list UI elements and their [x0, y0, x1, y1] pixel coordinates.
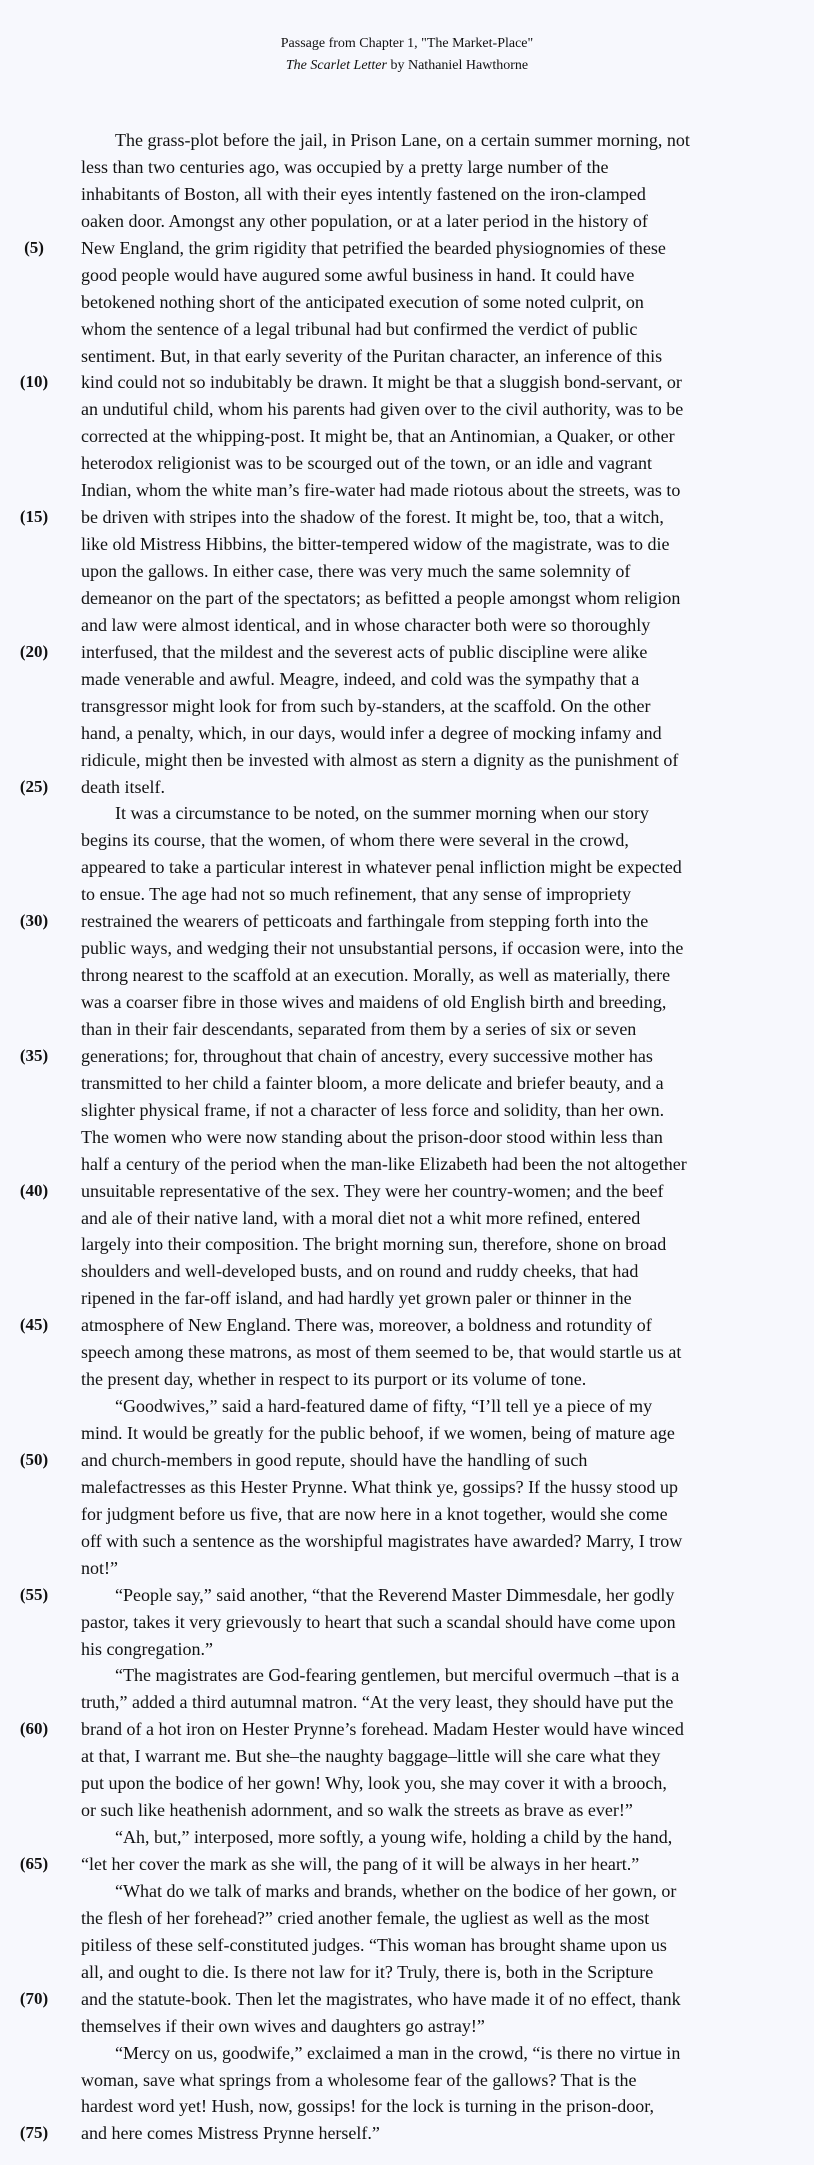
passage-line	[0, 881, 814, 908]
passage-line	[0, 693, 814, 720]
passage-line	[0, 1609, 814, 1636]
passage-line	[0, 2067, 814, 2094]
line-number: (45)	[19, 1315, 49, 1335]
line-text: ridicule, might then be invested with almost as stern a dignity as the punishment of	[81, 749, 679, 770]
line-text: mind. It would be greatly for the public behoof, if we women, being of mature age	[81, 1423, 675, 1443]
passage-line	[0, 343, 814, 370]
passage-line	[0, 1824, 814, 1851]
passage-line	[0, 127, 814, 154]
line-text: to ensue. The age had not so much refinement, that any sense of impropriety	[81, 884, 632, 905]
line-text: truth,” added a third autumnal matron. “At the very least, they should have put the	[81, 1692, 674, 1713]
line-text: hand, a penalty, which, in our days, would infer a degree of mocking infamy and	[81, 722, 662, 743]
passage-line	[0, 1016, 814, 1043]
line-text: throng nearest to the scaffold at an execution. Morally, as well as materially, there	[81, 965, 671, 986]
author-line: by Nathaniel Hawthorne	[386, 58, 529, 73]
passage-line	[0, 1986, 814, 2013]
line-number: (60)	[19, 1719, 49, 1739]
line-text: “The magistrates are God-fearing gentlemen, but merciful overmuch –that is a	[115, 1665, 680, 1686]
passage-line	[0, 477, 814, 504]
passage-line	[0, 774, 814, 801]
line-text: The women who were now standing about the prison-door stood within less than	[81, 1126, 663, 1147]
passage-line	[0, 1312, 814, 1339]
line-text: death itself.	[81, 776, 165, 797]
line-text: upon the gallows. In either case, there was very much the same solemnity of	[81, 561, 631, 581]
line-text: or such like heathenish adornment, and so walk the streets as brave as ever!”	[81, 1800, 633, 1821]
line-text: betokened nothing short of the anticipated execution of some noted culprit, on	[81, 291, 644, 312]
line-text: shoulders and well-developed busts, and on round and ruddy cheeks, that had	[81, 1261, 639, 1282]
passage-line	[0, 1393, 814, 1420]
passage-line	[0, 289, 814, 316]
line-number: (15)	[19, 507, 49, 527]
passage-line	[0, 1932, 814, 1959]
line-text: pitiless of these self-constituted judges. “This woman has brought shame upon us	[81, 1934, 667, 1955]
passage-line	[0, 1689, 814, 1716]
passage-line	[0, 1878, 814, 1905]
line-text: was a coarser fibre in those wives and maidens of old English birth and breeding,	[81, 992, 667, 1012]
line-number: (50)	[19, 1449, 49, 1469]
line-text: heterodox religionist was to be scourged out of the town, or an idle and vagrant	[81, 453, 653, 474]
line-text: interfused, that the mildest and the severest acts of public discipline were alike	[81, 641, 648, 662]
passage-line	[0, 1178, 814, 1205]
passage-line	[0, 612, 814, 639]
passage-line	[0, 1258, 814, 1285]
line-text: kind could not so indubitably be drawn. It might be that a sluggish bond-servant, or	[81, 372, 682, 393]
passage-line	[0, 1205, 814, 1232]
passage-line	[0, 2120, 814, 2147]
passage-line	[0, 639, 814, 666]
book-citation	[0, 55, 814, 77]
passage-line	[0, 2013, 814, 2040]
line-text: at that, I warrant me. But she–the naughty baggage–little will she care what they	[81, 1746, 661, 1767]
passage-line	[0, 1716, 814, 1743]
passage-line	[0, 450, 814, 477]
line-text: whom the sentence of a legal tribunal had but confirmed the verdict of public	[81, 318, 638, 339]
passage-text	[0, 127, 814, 2147]
passage-line	[0, 1555, 814, 1582]
passage-line	[0, 1366, 814, 1393]
line-text: be driven with stripes into the shadow of the forest. It might be, too, that a witch,	[81, 507, 664, 528]
line-text: slighter physical frame, if not a character of less force and solidity, than her own.	[81, 1099, 665, 1120]
passage-line	[0, 1851, 814, 1878]
passage-line	[0, 827, 814, 854]
line-text: public ways, and wedging their not unsubstantial persons, if occasion were, into the	[81, 938, 684, 959]
passage-line	[0, 181, 814, 208]
passage-line	[0, 585, 814, 612]
passage-line	[0, 1797, 814, 1824]
passage-line	[0, 2040, 814, 2067]
line-text: than in their fair descendants, separated from them by a series of six or seven	[81, 1018, 637, 1039]
line-number: (25)	[19, 776, 49, 796]
passage-line	[0, 316, 814, 343]
line-number: (30)	[19, 911, 49, 931]
line-text: off with such a sentence as the worshipful magistrates have awarded? Marry, I trow	[81, 1530, 683, 1551]
line-text: inhabitants of Boston, all with their eyes intently fastened on the iron-clamped	[81, 183, 646, 204]
line-text: unsuitable representative of the sex. They were her country-women; and the beef	[81, 1180, 664, 1201]
line-number: (5)	[24, 237, 44, 257]
line-number: (35)	[19, 1045, 49, 1065]
line-text: less than two centuries ago, was occupied by a pretty large number of the	[81, 156, 609, 177]
line-text: good people would have augured some awful business in hand. It could have	[81, 264, 635, 285]
passage-line	[0, 1636, 814, 1663]
line-text: “People say,” said another, “that the Reverend Master Dimmesdale, her godly	[115, 1584, 675, 1605]
line-text: his congregation.”	[81, 1638, 213, 1659]
passage-line	[0, 1339, 814, 1366]
line-text: for judgment before us five, that are now here in a knot together, would she come	[81, 1503, 668, 1524]
line-text: speech among these matrons, as most of them seemed to be, that would startle us at	[81, 1342, 682, 1363]
line-text: “Mercy on us, goodwife,” exclaimed a man in the crowd, “is there no virtue in	[115, 2042, 681, 2063]
line-text: ripened in the far-off island, and had hardly yet grown paler or thinner in the	[81, 1288, 632, 1309]
line-text: corrected at the whipping-post. It might be, that an Antinomian, a Quaker, or other	[81, 426, 675, 447]
line-text: begins its course, that the women, of whom there were several in the crowd,	[81, 830, 629, 851]
passage-line	[0, 1231, 814, 1258]
line-text: and church-members in good repute, should have the handling of such	[81, 1449, 588, 1470]
passage-line	[0, 1285, 814, 1312]
line-number: (65)	[19, 1854, 49, 1873]
passage-line	[0, 1501, 814, 1528]
passage-line	[0, 369, 814, 396]
line-text: It was a circumstance to be noted, on the summer morning when our story	[115, 803, 649, 824]
line-text: “Goodwives,” said a hard-featured dame of fifty, “I’ll tell ye a piece of my	[115, 1396, 653, 1417]
line-text: not!”	[81, 1557, 118, 1578]
line-text: transgressor might look for from such by-standers, at the scaffold. On the other	[81, 695, 651, 716]
passage-line	[0, 800, 814, 827]
line-text: the flesh of her forehead?” cried another female, the ugliest as well as the most	[81, 1907, 650, 1928]
passage-line	[0, 666, 814, 693]
line-text: generations; for, throughout that chain of ancestry, every successive mother has	[81, 1045, 653, 1066]
passage-line	[0, 1097, 814, 1124]
passage-line	[0, 208, 814, 235]
line-text: “Ah, but,” interposed, more softly, a young wife, holding a child by the hand,	[115, 1827, 673, 1848]
passage-line	[0, 558, 814, 585]
line-text: and here comes Mistress Prynne herself.”	[81, 2123, 380, 2144]
line-text: all, and ought to die. Is there not law for it? Truly, there is, both in the Scripture	[81, 1961, 654, 1982]
line-text: half a century of the period when the man-like Elizabeth had been the not altogether	[81, 1153, 687, 1174]
passage-source: Passage from Chapter 1, "The Market-Place"	[280, 36, 534, 51]
line-text: sentiment. But, in that early severity of the Puritan character, an inference of this	[81, 345, 663, 366]
passage-line	[0, 531, 814, 558]
line-text: “What do we talk of marks and brands, whether on the bodice of her gown, or	[115, 1880, 677, 1901]
passage-line	[0, 154, 814, 181]
passage-line	[0, 235, 814, 262]
line-text: demeanor on the part of the spectators; as befitted a people amongst whom religion	[81, 587, 681, 608]
line-text: Indian, whom the white man’s fire-water had made riotous about the streets, was to	[81, 480, 681, 501]
line-text: themselves if their own wives and daughters go astray!”	[81, 2015, 485, 2036]
line-text: hardest word yet! Hush, now, gossips! for the lock is turning in the prison-door,	[81, 2096, 655, 2117]
passage-header	[0, 33, 814, 77]
passage-line	[0, 1905, 814, 1932]
line-text: like old Mistress Hibbins, the bitter-tempered widow of the magistrate, was to die	[81, 534, 670, 555]
line-text: woman, save what springs from a wholesome fear of the gallows? That is the	[81, 2069, 637, 2090]
line-text: the present day, whether in respect to its purport or its volume of tone.	[81, 1369, 587, 1390]
passage-line	[0, 396, 814, 423]
line-text: malefactresses as this Hester Prynne. What think ye, gossips? If the hussy stood up	[81, 1476, 679, 1497]
line-text: and ale of their native land, with a moral diet not a whit more refined, entered	[81, 1207, 641, 1228]
line-number: (10)	[19, 372, 49, 392]
line-text: transmitted to her child a fainter bloom, a more delicate and briefer beauty, and a	[81, 1072, 664, 1093]
passage-line	[0, 2093, 814, 2120]
line-number: (20)	[19, 641, 49, 661]
line-number: (40)	[19, 1180, 49, 1200]
passage-line	[0, 1447, 814, 1474]
line-text: restrained the wearers of petticoats and farthingale from stepping forth into the	[81, 911, 649, 932]
line-text: and law were almost identical, and in whose character both were so thoroughly	[81, 614, 651, 635]
passage-line	[0, 1151, 814, 1178]
line-number: (55)	[19, 1584, 49, 1604]
passage-line	[0, 908, 814, 935]
passage-line	[0, 1070, 814, 1097]
line-text: made venerable and awful. Meagre, indeed, and cold was the sympathy that a	[81, 668, 640, 689]
line-text: appeared to take a particular interest in whatever penal infliction might be expected	[81, 857, 682, 878]
line-text: an undutiful child, whom his parents had given over to the civil authority, was to be	[81, 399, 684, 420]
line-text: brand of a hot iron on Hester Prynne’s forehead. Madam Hester would have winced	[81, 1719, 684, 1740]
passage-line	[0, 989, 814, 1016]
passage-line	[0, 1043, 814, 1070]
passage-line	[0, 1662, 814, 1689]
passage-line	[0, 1124, 814, 1151]
passage-line	[0, 1743, 814, 1770]
passage-line	[0, 962, 814, 989]
passage-line	[0, 1582, 814, 1609]
passage-line	[0, 720, 814, 747]
line-number: (75)	[19, 2123, 49, 2143]
line-text: New England, the grim rigidity that petrified the bearded physiognomies of these	[81, 237, 666, 258]
line-text: The grass-plot before the jail, in Prison Lane, on a certain summer morning, not	[115, 130, 690, 150]
line-text: largely into their composition. The bright morning sun, therefore, shone on broad	[81, 1234, 667, 1255]
line-text: pastor, takes it very grievously to heart that such a scandal should have come upon	[81, 1611, 676, 1632]
line-text: “let her cover the mark as she will, the pang of it will be always in her heart.”	[81, 1854, 640, 1874]
passage-line	[0, 747, 814, 774]
passage-line	[0, 1770, 814, 1797]
line-text: atmosphere of New England. There was, moreover, a boldness and rotundity of	[81, 1315, 652, 1336]
line-text: put upon the bodice of her gown! Why, look you, she may cover it with a brooch,	[81, 1773, 667, 1794]
passage-line	[0, 935, 814, 962]
passage-line	[0, 1420, 814, 1447]
passage-line	[0, 1959, 814, 1986]
line-text: oaken door. Amongst any other population, or at a later period in the history of	[81, 210, 648, 231]
book-title: The Scarlet Letter	[285, 58, 387, 73]
passage-line	[0, 262, 814, 289]
passage-line	[0, 1474, 814, 1501]
passage-line	[0, 854, 814, 881]
passage-line	[0, 504, 814, 531]
line-number: (70)	[19, 1988, 49, 2008]
passage-line	[0, 423, 814, 450]
passage-line	[0, 1528, 814, 1555]
line-text: and the statute-book. Then let the magistrates, who have made it of no effect, thank	[81, 1988, 681, 2009]
